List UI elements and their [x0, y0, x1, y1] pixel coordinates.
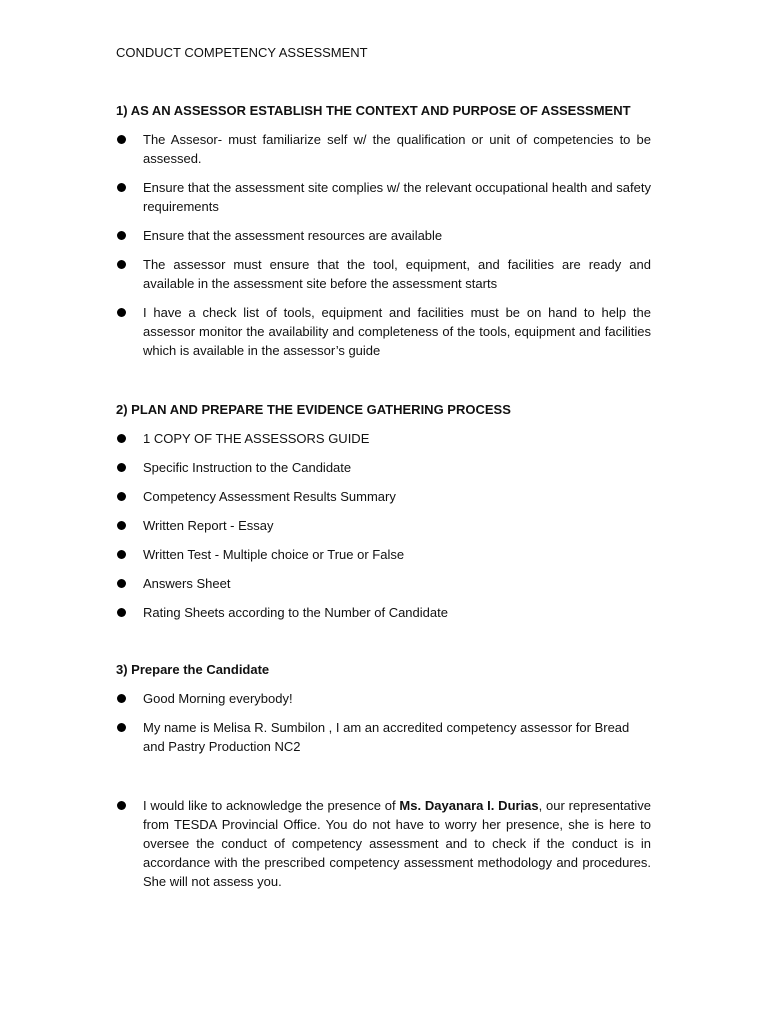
section-1-list	[116, 130, 651, 360]
list-item	[116, 487, 651, 506]
list-item	[116, 255, 651, 293]
section-3-ack-list	[116, 796, 651, 891]
bullet-icon	[117, 694, 126, 703]
section-3-heading: 3) Prepare the Candidate	[116, 662, 270, 677]
list-item	[116, 429, 651, 448]
document-title: CONDUCT COMPETENCY ASSESSMENT	[116, 45, 368, 60]
list-item-text: The assessor must ensure that the tool, equipment, and facilities are ready and available in the assessment site before the assessment starts	[143, 257, 651, 291]
bullet-icon	[117, 135, 126, 144]
list-item-text: Rating Sheets according to the Number of Candidate	[143, 605, 448, 620]
list-item	[116, 178, 651, 216]
list-item-text: Answers Sheet	[143, 576, 231, 591]
bullet-icon	[117, 434, 126, 443]
list-item-text: Competency Assessment Results Summary	[143, 489, 396, 504]
list-item-text: My name is Melisa R. Sumbilon , I am an accredited competency assessor for Bread and Pastry Production NC2	[143, 720, 630, 754]
bullet-icon	[117, 260, 126, 269]
bullet-icon	[117, 463, 126, 472]
section-2-list	[116, 429, 651, 622]
list-item-text: I have a check list of tools, equipment and facilities must be on hand to help the assessor monitor the availability and completeness of the tools, equipment and facilities which is available in the assessor’s guide	[143, 305, 651, 358]
bullet-icon	[117, 231, 126, 240]
list-item-text: Good Morning everybody!	[143, 691, 293, 706]
list-item-text: Written Report - Essay	[143, 518, 274, 533]
bullet-icon	[117, 579, 126, 588]
list-item-acknowledgement	[116, 796, 651, 891]
bullet-icon	[117, 521, 126, 530]
bullet-icon	[117, 550, 126, 559]
list-item-text: Ensure that the assessment resources are available	[143, 228, 443, 243]
section-2-heading: 2) PLAN AND PREPARE THE EVIDENCE GATHERING PROCESS	[116, 402, 511, 417]
list-item-text: 1 COPY OF THE ASSESSORS GUIDE	[143, 431, 370, 446]
representative-name: Ms. Dayanara I. Durias	[399, 798, 539, 813]
list-item	[116, 574, 651, 593]
bullet-icon	[117, 723, 126, 732]
list-item	[116, 603, 651, 622]
list-item	[116, 689, 651, 708]
list-item-text: Written Test - Multiple choice or True or False	[143, 547, 405, 562]
acknowledgement-text	[143, 796, 651, 891]
section-1-heading: 1) AS AN ASSESSOR ESTABLISH THE CONTEXT AND PURPOSE OF ASSESSMENT	[116, 103, 631, 118]
list-item-text: Specific Instruction to the Candidate	[143, 460, 352, 475]
list-item	[116, 516, 651, 535]
list-item-text: Ensure that the assessment site complies w/ the relevant occupational health and safety requirements	[143, 180, 651, 214]
bullet-icon	[117, 308, 126, 317]
list-item	[116, 458, 651, 477]
bullet-icon	[117, 492, 126, 501]
bullet-icon	[117, 801, 126, 810]
list-item	[116, 545, 651, 564]
ack-text-before: I would like to acknowledge the presence of	[143, 798, 400, 813]
ack-text-after: , our representative from TESDA Provincial Office. You do not have to worry her presence, she is here to oversee the conduct of competency assessment and to check if the conduct is in accordance with the prescribed competency assessment methodology and procedures. She will not assess you.	[143, 798, 651, 889]
bullet-icon	[117, 183, 126, 192]
list-item	[116, 226, 651, 245]
list-item	[116, 303, 651, 360]
bullet-icon	[117, 608, 126, 617]
section-3-list	[116, 689, 651, 756]
list-item	[116, 718, 651, 756]
list-item	[116, 130, 651, 168]
list-item-text: The Assesor- must familiarize self w/ the qualification or unit of competencies to be assessed.	[143, 132, 651, 166]
